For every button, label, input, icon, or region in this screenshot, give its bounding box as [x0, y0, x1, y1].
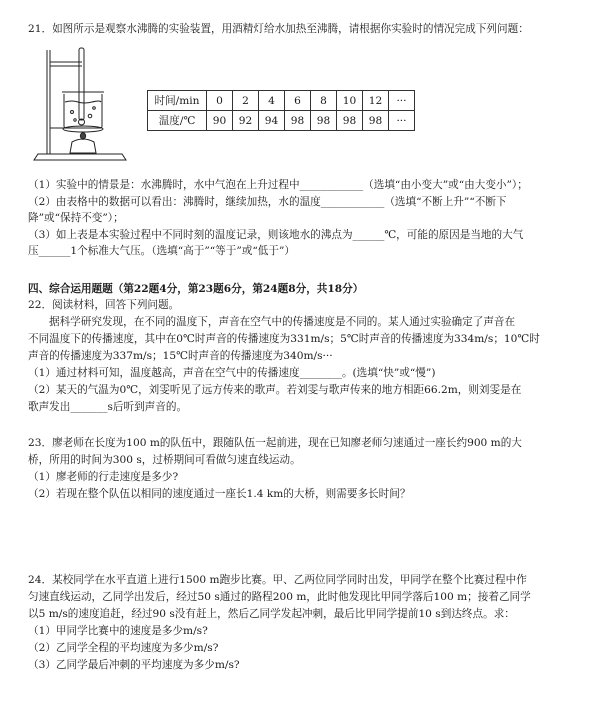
table-cell: 4: [259, 91, 285, 111]
q24-stem-line-2: 匀速直线运动，乙同学出发后，经过50 s通过的路程200 m，此时他发现比甲同学落后100 m；接着乙同学: [28, 591, 531, 603]
q21-part-2-line-2: 降”或“保持不变”）；: [28, 212, 124, 224]
q21-stem: 21．如图所示是观察水沸腾的实验装置，用酒精灯给水加热至沸腾，请根据你实验时的情况完成下列问题：: [28, 23, 529, 35]
table-row-time: [148, 91, 415, 111]
table-cell: 10: [337, 91, 363, 111]
q21-part-3-line-2: 压______1个标准大气压。（选填“高于”“等于”或“低于”）: [28, 245, 295, 257]
q21-part-3-line-1: （3）如上表是本实验过程中不同时刻的温度记录，则该地水的沸点为______℃，可能的原因是当地的大气: [28, 229, 524, 241]
q24-part-1: （1）甲同学比赛中的速度是多少m/s?: [28, 625, 208, 637]
q22-part-2-line-1: （2）某天的气温为0℃，刘雯听见了远方传来的歌声。若刘雯与歌声传来的地方相距66.2m，则刘雯是在: [28, 384, 522, 396]
table-cell: 92: [233, 111, 259, 131]
q22-material-line-1: 据科学研究发现，在不同的温度下，声音在空气中的传播速度是不同的。某人通过实验确定了声音在: [49, 316, 516, 328]
temperature-data-table: [147, 90, 415, 131]
table-cell: 0: [207, 91, 233, 111]
table-cell: 2: [233, 91, 259, 111]
table-cell: ···: [389, 91, 415, 111]
q23-part-2: （2）若现在整个队伍以相同的速度通过一座长1.4 km的大桥，则需要多长时间？: [28, 488, 411, 500]
table-cell: 98: [363, 111, 389, 131]
q24-part-2: （2）乙同学全程的平均速度为多少m/s?: [28, 642, 219, 654]
table-cell: 12: [363, 91, 389, 111]
table-cell: 8: [311, 91, 337, 111]
q23-stem-line-2: 桥，所用的时间为300 s，过桥期间可看做匀速直线运动。: [28, 454, 301, 466]
section-4-title: 四、综合运用题题（第22题4分，第23题6分，第24题8分，共18分）: [28, 283, 364, 295]
table-cell: 94: [259, 111, 285, 131]
table-cell: ···: [389, 111, 415, 131]
q22-material-line-3: 声音的传播速度为337m/s；15℃时声音的传播速度为340m/s···: [28, 350, 333, 362]
table-row-temp: [148, 111, 415, 131]
q22-part-1: （1）通过材料可知，温度越高，声音在空气中的传播速度________。(选填“快”或“慢”): [28, 367, 436, 379]
q21-part-1: （1）实验中的情景是：水沸腾时，水中气泡在上升过程中____________（选填“由小变大”或“由大变小”）；: [28, 179, 528, 191]
table-cell: 98: [337, 111, 363, 131]
table-cell: 98: [285, 111, 311, 131]
q22-part-2-line-2: 歌声发出_______s后听到声音的。: [28, 401, 188, 413]
table-header-time: 时间/min: [148, 91, 207, 111]
q24-stem-line-3: 以5 m/s的速度追赶，经过90 s没有赶上，然后乙同学发起冲刺，最后比甲同学提前10 s到达终点。求：: [28, 608, 515, 620]
table-cell: 90: [207, 111, 233, 131]
q24-part-3: （3）乙同学最后冲刺的平均速度为多少m/s?: [28, 659, 240, 671]
table-header-temp: 温度/℃: [148, 111, 207, 131]
q23-stem-line-1: 23．廖老师在长度为100 m的队伍中，跟随队伍一起前进，现在已知廖老师匀速通过一座长约900 m的大: [28, 437, 522, 449]
q23-part-1: （1）廖老师的行走速度是多少?: [28, 471, 179, 483]
q22-material-line-2: 不同温度下的传播速度，其中在0℃时声音的传播速度为331m/s；5℃时声音的传播速度为334m/s；10℃时: [28, 333, 540, 345]
q22-stem: 22．阅读材料，回答下列问题。: [28, 299, 180, 311]
table-cell: 6: [285, 91, 311, 111]
q21-part-2-line-1: （2）由表格中的数据可以看出：沸腾时，继续加热，水的温度____________（选填“不断上升”“不断下: [28, 196, 507, 208]
boiling-apparatus-illustration: [30, 42, 130, 167]
q24-stem-line-1: 24．某校同学在水平直道上进行1500 m跑步比赛。甲、乙两位同学同时出发，甲同学在整个比赛过程中作: [28, 574, 527, 586]
table-cell: 98: [311, 111, 337, 131]
